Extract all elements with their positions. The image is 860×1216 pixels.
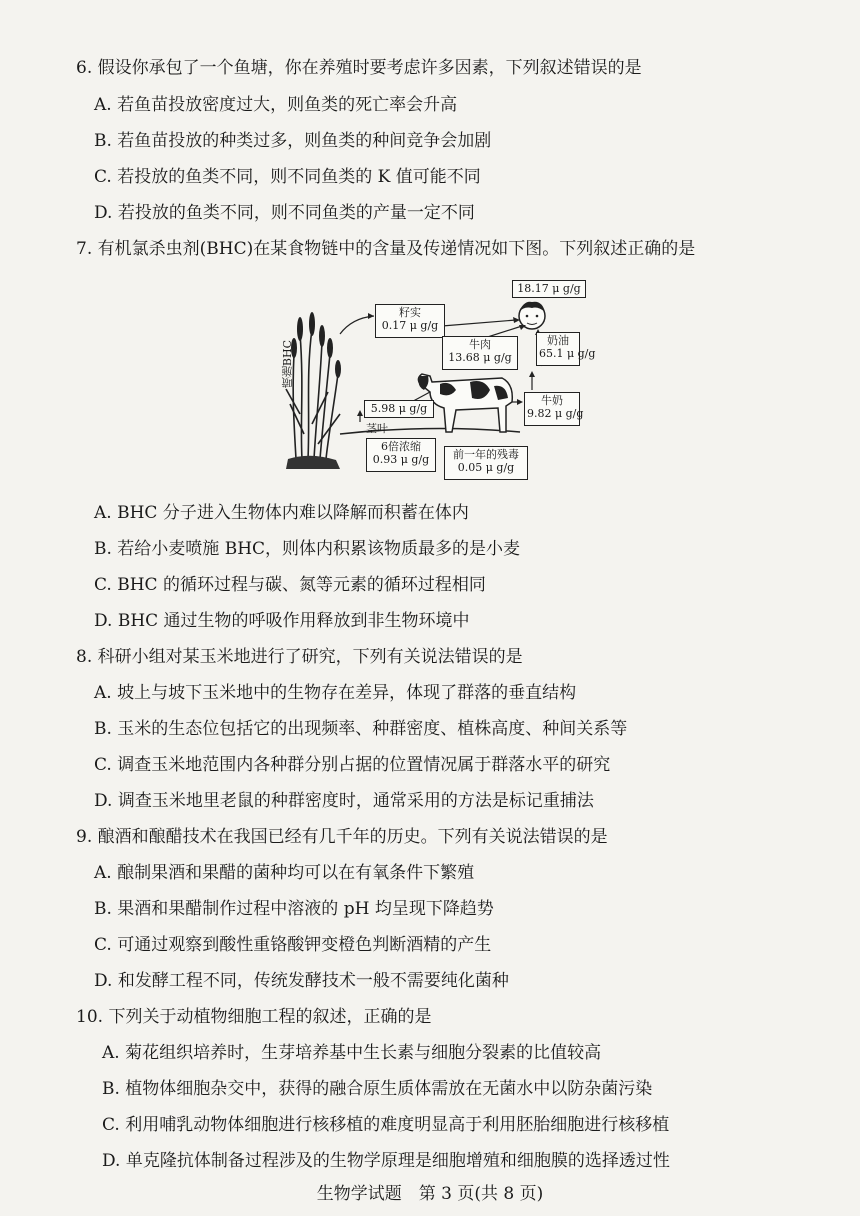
butter-box xyxy=(536,332,596,366)
butter-value: 65.1 μ g/g xyxy=(539,347,596,360)
wheat-ears xyxy=(291,312,341,378)
page-footer: 生物学试题 第 3 页(共 8 页) xyxy=(316,1184,544,1204)
residue-label: 前一年的残毒 xyxy=(453,448,519,461)
seed-value: 0.17 μ g/g xyxy=(381,319,439,332)
butter-label: 奶油 xyxy=(547,334,569,347)
question-9-stem: 9. 酿酒和酿醋技术在我国已经有几千年的历史。下列有关说法错误的是 xyxy=(76,827,608,847)
milk-value: 9.82 μ g/g xyxy=(527,407,584,420)
question-10-option-d: D. 单克隆抗体制备过程涉及的生物学原理是细胞增殖和细胞膜的选择透过性 xyxy=(102,1151,670,1171)
concentration-value: 0.93 μ g/g xyxy=(372,453,430,466)
residue-box xyxy=(444,446,528,480)
stem-value: 5.98 μ g/g xyxy=(370,402,428,415)
question-9-option-c: C. 可通过观察到酸性重铬酸钾变橙色判断酒精的产生 xyxy=(94,935,492,955)
human-value: 18.17 μ g/g xyxy=(517,282,581,295)
bhc-food-chain-figure xyxy=(280,274,596,488)
human-value-box xyxy=(512,280,586,298)
question-9-option-d: D. 和发酵工程不同，传统发酵技术一般不需要纯化菌种 xyxy=(94,971,509,991)
question-6-option-b: B. 若鱼苗投放的种类过多，则鱼类的种间竞争会加剧 xyxy=(94,131,492,151)
concentration-box xyxy=(366,438,436,472)
spray-bhc-label: 喷施BHC xyxy=(281,340,294,389)
question-9-option-a: A. 酿制果酒和果醋的菌种均可以在有氧条件下繁殖 xyxy=(94,863,475,883)
residue-value: 0.05 μ g/g xyxy=(457,461,515,474)
question-8-stem: 8. 科研小组对某玉米地进行了研究，下列有关说法错误的是 xyxy=(76,647,523,667)
milk-box xyxy=(524,392,584,426)
human-face-illustration xyxy=(519,302,545,329)
question-7-stem: 7. 有机氯杀虫剂(BHC)在某食物链中的含量及传递情况如下图。下列叙述正确的是 xyxy=(76,239,696,259)
question-6-option-d: D. 若投放的鱼类不同，则不同鱼类的产量一定不同 xyxy=(94,203,475,223)
question-6-option-a: A. 若鱼苗投放密度过大，则鱼类的死亡率会升高 xyxy=(94,95,458,115)
question-7-option-b: B. 若给小麦喷施 BHC，则体内积累该物质最多的是小麦 xyxy=(94,539,521,559)
beef-value: 13.68 μ g/g xyxy=(448,351,512,364)
plant-base xyxy=(286,456,340,469)
question-7-option-c: C. BHC 的循环过程与碳、氮等元素的循环过程相同 xyxy=(94,575,486,595)
beef-box xyxy=(442,336,518,370)
question-10-option-b: B. 植物体细胞杂交中，获得的融合原生质体需放在无菌水中以防杂菌污染 xyxy=(102,1079,653,1099)
question-6-option-c: C. 若投放的鱼类不同，则不同鱼类的 K 值可能不同 xyxy=(94,167,481,187)
stem-label: 茎叶 xyxy=(366,422,388,435)
question-8-option-d: D. 调查玉米地里老鼠的种群密度时，通常采用的方法是标记重捕法 xyxy=(94,791,594,811)
question-6-stem: 6. 假设你承包了一个鱼塘，你在养殖时要考虑许多因素，下列叙述错误的是 xyxy=(76,58,642,78)
question-8-option-b: B. 玉米的生态位包括它的出现频率、种群密度、植株高度、种间关系等 xyxy=(94,719,628,739)
question-9-option-b: B. 果酒和果醋制作过程中溶液的 pH 均呈现下降趋势 xyxy=(94,899,494,919)
beef-label: 牛肉 xyxy=(469,338,491,351)
seed-box xyxy=(375,304,445,338)
question-8-option-a: A. 坡上与坡下玉米地中的生物存在差异，体现了群落的垂直结构 xyxy=(94,683,577,703)
milk-label: 牛奶 xyxy=(541,394,563,407)
question-10-option-c: C. 利用哺乳动物体细胞进行核移植的难度明显高于利用胚胎细胞进行核移植 xyxy=(102,1115,670,1135)
question-10-option-a: A. 菊花组织培养时，生芽培养基中生长素与细胞分裂素的比值较高 xyxy=(102,1043,602,1063)
seed-label: 籽实 xyxy=(399,306,421,319)
stem-value-box xyxy=(364,400,434,418)
question-7-option-a: A. BHC 分子进入生物体内难以降解而积蓄在体内 xyxy=(94,503,469,523)
question-7-option-d: D. BHC 通过生物的呼吸作用释放到非生物环境中 xyxy=(94,611,470,631)
question-10-stem: 10. 下列关于动植物细胞工程的叙述，正确的是 xyxy=(76,1007,432,1027)
concentration-label: 6倍浓缩 xyxy=(381,440,421,453)
question-8-option-c: C. 调查玉米地范围内各种群分别占据的位置情况属于群落水平的研究 xyxy=(94,755,611,775)
